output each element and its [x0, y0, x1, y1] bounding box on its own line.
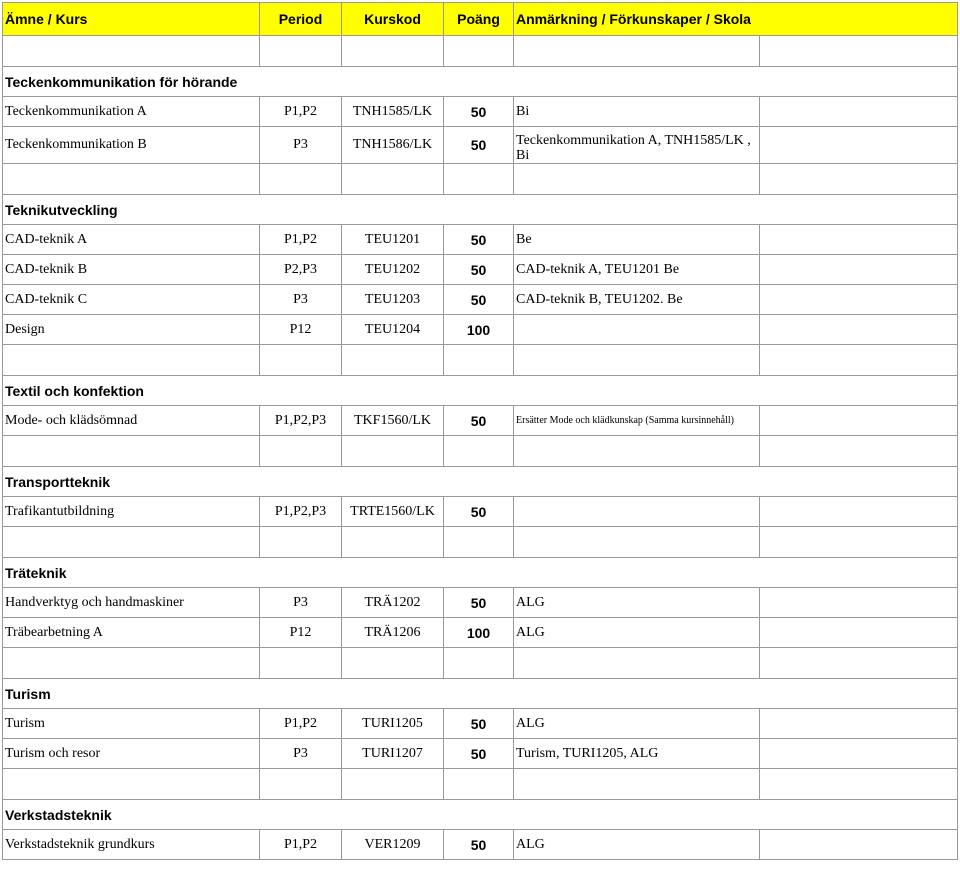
course-note: CAD-teknik B, TEU1202. Be [514, 285, 760, 315]
header-code: Kurskod [342, 3, 444, 36]
empty-cell [760, 739, 958, 769]
group-title: Träteknik [3, 558, 958, 588]
course-points: 50 [444, 255, 514, 285]
course-row [3, 830, 958, 860]
course-row [3, 709, 958, 739]
course-points: 50 [444, 97, 514, 127]
course-name: Träbearbetning A [3, 618, 260, 648]
course-name: Turism och resor [3, 739, 260, 769]
course-period: P1,P2 [260, 709, 342, 739]
empty-cell [760, 315, 958, 345]
empty-cell [760, 225, 958, 255]
course-row [3, 97, 958, 127]
course-code: VER1209 [342, 830, 444, 860]
group-header [3, 679, 958, 709]
course-name: Teckenkommunikation B [3, 127, 260, 164]
spacer-row [3, 527, 958, 558]
course-period: P2,P3 [260, 255, 342, 285]
header-note: Anmärkning / Förkunskaper / Skola [514, 3, 958, 36]
course-name: Teckenkommunikation A [3, 97, 260, 127]
course-code: TNH1585/LK [342, 97, 444, 127]
course-note: Bi [514, 97, 760, 127]
group-header [3, 467, 958, 497]
course-points: 50 [444, 739, 514, 769]
course-code: TEU1202 [342, 255, 444, 285]
course-period: P12 [260, 618, 342, 648]
course-note: ALG [514, 618, 760, 648]
group-title: Turism [3, 679, 958, 709]
header-points: Poäng [444, 3, 514, 36]
group-header [3, 558, 958, 588]
group-header [3, 67, 958, 97]
course-points: 50 [444, 127, 514, 164]
spacer-row [3, 436, 958, 467]
course-points: 50 [444, 285, 514, 315]
spacer-row [3, 164, 958, 195]
course-code: TURI1205 [342, 709, 444, 739]
course-note [514, 315, 760, 345]
course-note: Ersätter Mode och klädkunskap (Samma kursinnehåll) [514, 406, 760, 436]
course-period: P3 [260, 588, 342, 618]
course-name: Handverktyg och handmaskiner [3, 588, 260, 618]
empty-cell [760, 97, 958, 127]
course-row [3, 618, 958, 648]
course-row [3, 127, 958, 164]
course-note: ALG [514, 709, 760, 739]
course-name: Mode- och klädsömnad [3, 406, 260, 436]
spacer-row [3, 769, 958, 800]
group-title: Verkstadsteknik [3, 800, 958, 830]
course-name: CAD-teknik C [3, 285, 260, 315]
course-period: P1,P2 [260, 97, 342, 127]
course-points: 50 [444, 497, 514, 527]
course-code: TURI1207 [342, 739, 444, 769]
empty-cell [760, 497, 958, 527]
course-note [514, 497, 760, 527]
course-note: Be [514, 225, 760, 255]
course-period: P1,P2 [260, 225, 342, 255]
empty-cell [760, 255, 958, 285]
course-period: P1,P2 [260, 830, 342, 860]
spacer-row [3, 36, 958, 67]
header-row [3, 3, 958, 36]
course-points: 50 [444, 588, 514, 618]
course-period: P3 [260, 285, 342, 315]
course-code: TRTE1560/LK [342, 497, 444, 527]
course-note: ALG [514, 588, 760, 618]
course-name: Design [3, 315, 260, 345]
spacer-row [3, 345, 958, 376]
course-points: 100 [444, 315, 514, 345]
course-points: 50 [444, 225, 514, 255]
course-period: P3 [260, 127, 342, 164]
empty-cell [760, 588, 958, 618]
course-note: Teckenkommunikation A, TNH1585/LK , Bi [514, 127, 760, 164]
course-points: 100 [444, 618, 514, 648]
course-table [2, 2, 958, 860]
course-name: CAD-teknik A [3, 225, 260, 255]
group-title: Transportteknik [3, 467, 958, 497]
course-note: CAD-teknik A, TEU1201 Be [514, 255, 760, 285]
course-code: TEU1204 [342, 315, 444, 345]
course-row [3, 315, 958, 345]
course-code: TRÄ1206 [342, 618, 444, 648]
group-title: Textil och konfektion [3, 376, 958, 406]
empty-cell [760, 709, 958, 739]
spacer-row [3, 648, 958, 679]
course-period: P3 [260, 739, 342, 769]
course-row [3, 588, 958, 618]
group-title: Teckenkommunikation för hörande [3, 67, 958, 97]
course-row [3, 739, 958, 769]
empty-cell [760, 406, 958, 436]
course-note: ALG [514, 830, 760, 860]
course-row [3, 406, 958, 436]
empty-cell [760, 285, 958, 315]
course-name: CAD-teknik B [3, 255, 260, 285]
course-period: P1,P2,P3 [260, 497, 342, 527]
course-name: Turism [3, 709, 260, 739]
empty-cell [760, 830, 958, 860]
course-code: TRÄ1202 [342, 588, 444, 618]
course-name: Verkstadsteknik grundkurs [3, 830, 260, 860]
course-name: Trafikantutbildning [3, 497, 260, 527]
group-header [3, 195, 958, 225]
group-title: Teknikutveckling [3, 195, 958, 225]
group-header [3, 800, 958, 830]
course-row [3, 225, 958, 255]
empty-cell [760, 618, 958, 648]
group-header [3, 376, 958, 406]
course-row [3, 497, 958, 527]
course-points: 50 [444, 709, 514, 739]
course-row [3, 255, 958, 285]
course-period: P12 [260, 315, 342, 345]
course-row [3, 285, 958, 315]
course-code: TKF1560/LK [342, 406, 444, 436]
course-code: TEU1201 [342, 225, 444, 255]
course-points: 50 [444, 830, 514, 860]
empty-cell [760, 127, 958, 164]
course-code: TNH1586/LK [342, 127, 444, 164]
header-period: Period [260, 3, 342, 36]
course-code: TEU1203 [342, 285, 444, 315]
course-points: 50 [444, 406, 514, 436]
header-subject: Ämne / Kurs [3, 3, 260, 36]
course-note: Turism, TURI1205, ALG [514, 739, 760, 769]
course-period: P1,P2,P3 [260, 406, 342, 436]
